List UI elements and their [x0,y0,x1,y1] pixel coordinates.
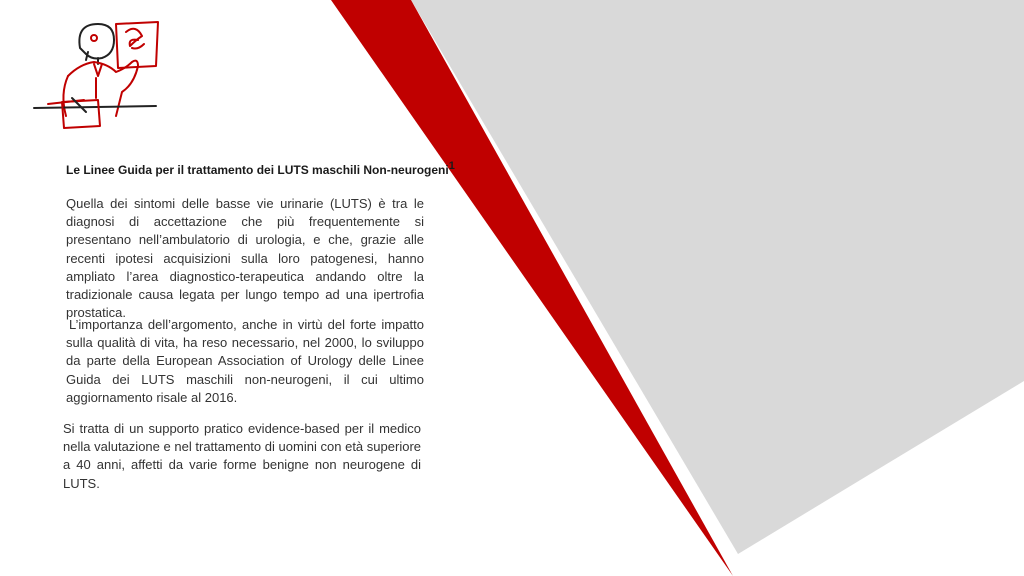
gray-panel [411,0,1024,554]
slide-title [66,160,455,177]
paragraph-support: Si tratta di un supporto pratico evidence-based per il medico nella valutazione e nel trattamento di uomini con età superiore a 40 anni, affetti da varie forme benigne non neurogene di LUTS. [63,421,421,491]
title-footnote-marker: 1 [448,160,455,172]
paragraph-importance: L’importanza dell’argomento, anche in virtù del forte impatto sulla qualità di vita, ha reso necessario, nel 2000, lo sviluppo da parte della European Association of Urology delle Linee Guida dei LUTS maschili non-neurogeni, il cui ultimo aggiornamento risale al 2016. [66,317,424,405]
doctor-head [79,24,114,59]
paragraph-intro: Quella dei sintomi delle basse vie urinarie (LUTS) è tra le diagnosi di accettazione che più frequentemente si presentano nell’ambulatorio di urologia, e che, grazie alle recenti ipotesi acquisizioni sulla loro patogenesi, hanno ampliato l’area diagnostico-terapeutica andando oltre la tradizionale causa legata per lungo tempo ad una ipertrofia prostatica. [66,196,424,321]
title-text: Le Linee Guida per il trattamento dei LUTS maschili Non-neurogeni [66,163,449,177]
doctor-illustration [28,18,164,130]
